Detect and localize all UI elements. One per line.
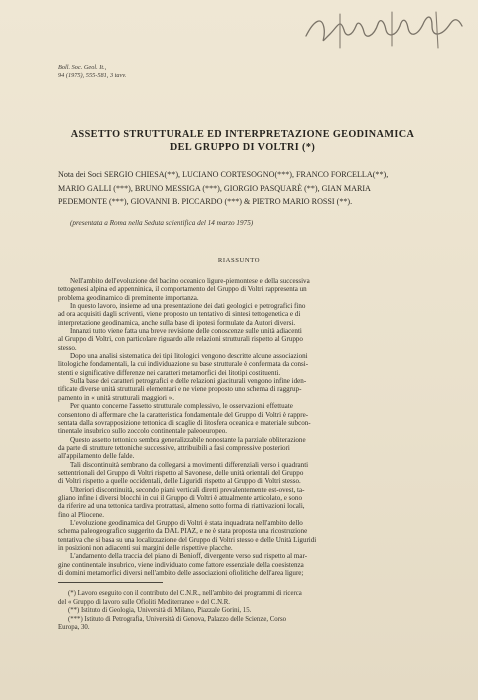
- citation-journal: Boll. Soc. Geol. It.,: [58, 64, 107, 71]
- abstract-line: all'appilamento delle falde.: [58, 452, 135, 461]
- abstract-line: tentativa che si basa su una localizzazione del Gruppo di Voltri stesso e delle Unità Liguridi: [58, 535, 317, 544]
- abstract-line: fino al Pliocene.: [58, 510, 104, 519]
- abstract-line: tettogenesi alpina ed appenninica, il comportamento del Gruppo di Voltri rappresenta un: [58, 285, 307, 294]
- abstract-line: al Gruppo di Voltri, con particolare riguardo alle relazioni strutturali rispetto al Gruppo: [58, 335, 303, 344]
- footnote-3: (***) Istituto di Petrografia, Università di Genova, Palazzo delle Scienze, Corso: [68, 615, 287, 623]
- abstract-heading: RIASSUNTO: [217, 257, 261, 264]
- footnotes: [58, 590, 450, 633]
- handwritten-signature: [300, 6, 470, 56]
- abstract-line: interpretazione geodinamica, anche sulla base di ipotesi formulate da Autori diversi.: [58, 318, 296, 327]
- abstract-line: pamento in « unità strutturali maggiori ».: [58, 393, 175, 402]
- abstract-line: da parte di strutture tettoniche successive, attribuibili a fasi compressive posteriori: [58, 443, 290, 452]
- authors-line-1: Nota dei Soci SERGIO CHIESA(**), LUCIANO CORTESOGNO(***), FRANCO FORCELLA(**),: [58, 170, 389, 179]
- abstract-line: settentrionali del Gruppo di Voltri rispetto al Savonese, delle unità orientali del Gruppo: [58, 468, 304, 477]
- footnote-1-cont: del « Gruppo di lavoro sulle Ofioliti Mediterranee » del C.N.R.: [58, 598, 230, 606]
- title-line-2: DEL GRUPPO DI VOLTRI (*): [169, 142, 316, 153]
- abstract-line: di domini metamorfici diversi nell'ambito delle associazioni ofiolitiche dell'area ligure;: [58, 569, 304, 578]
- abstract-line: da riferire ad una tettonica tardiva protrattasi, almeno sotto forma di riattivazioni locali,: [58, 502, 305, 511]
- abstract-body: [58, 277, 443, 577]
- paper-title: [50, 128, 435, 154]
- journal-citation: [58, 64, 126, 80]
- abstract-line: Per quanto concerne l'assetto strutturale complessivo, le osservazioni effettuate: [70, 402, 293, 411]
- abstract-line: L'evoluzione geodinamica del Gruppo di Voltri è stata inquadrata nell'ambito dello: [70, 518, 303, 527]
- footnote-2: (**) Istituto di Geologia, Università di Milano, Piazzale Gorini, 15.: [68, 607, 252, 615]
- title-line-1: ASSETTO STRUTTURALE ED INTERPRETAZIONE GEODINAMICA: [70, 129, 415, 140]
- abstract-line: L'andamento della traccia del piano di Benioff, divergente verso sud rispetto al mar-: [70, 552, 308, 561]
- abstract-line: Sulla base dei caratteri petrografici e delle relazioni giaciturali vengono infine iden-: [70, 377, 307, 386]
- abstract-line: litologiche fondamentali, la cui individuazione su base strutturale è confermata da consi-: [58, 360, 309, 369]
- presentation-note: (presentata a Roma nella Seduta scientifica del 14 marzo 1975): [70, 219, 254, 227]
- abstract-line: schema paleogeografico suggerito da DAL PIAZ, e ne è stata proposta una ricostruzione: [58, 527, 308, 536]
- abstract-line: consentono di affermare che la caratteristica fondamentale del Gruppo di Voltri è rappre-: [58, 410, 309, 419]
- author-list: [58, 168, 450, 209]
- abstract-line: Tali discontinuità sembrano da collegarsi a movimenti differenziali verso i quadranti: [70, 460, 309, 469]
- abstract-line: sentata dalla sovrapposizione tettonica di scaglie di litosfera oceanica e materiale subcon-: [58, 418, 311, 427]
- abstract-line: stenti e significative differenze nei caratteri metamorfici dei litotipi costituenti.: [58, 368, 281, 377]
- footnote-rule: [58, 582, 163, 583]
- abstract-line: Innanzi tutto viene fatta una breve revisione delle conoscenze sulle unità adiacenti: [70, 327, 302, 336]
- authors-line-3: PEDEMONTE (***), GIOVANNI B. PICCARDO (***) & PIETRO MARIO ROSSI (**).: [58, 197, 353, 207]
- abstract-line: Nell'ambito dell'evoluzione del bacino oceanico ligure-piemontese e della successiva: [70, 277, 310, 285]
- abstract-line: In questo lavoro, insieme ad una presentazione dei dati geologici e petrografici fino: [70, 302, 306, 311]
- footnote-1: (*) Lavoro eseguito con il contributo del C.N.R., nell'ambito dei programmi di ricerca: [68, 590, 302, 597]
- abstract-line: tinentale insubrico sullo zoccolo continentale paleoeuropeo.: [58, 427, 228, 436]
- abstract-line: stesso.: [58, 343, 77, 352]
- citation-volume: 94 (1975), 555-581, 3 tavv.: [58, 72, 127, 80]
- abstract-line: gine continentale insubrico, viene individuato come fattore essenziale della coesistenza: [58, 560, 304, 569]
- abstract-line: in posizioni non adiacenti sui margini delle rispettive placche.: [58, 544, 233, 552]
- footnote-3-cont: Europa, 30.: [58, 624, 90, 632]
- abstract-line: Ulteriori discontinuità, secondo piani verticali diretti prevalentemente est-ovest, ta-: [70, 485, 305, 494]
- authors-line-2: MARIO GALLI (***), BRUNO MESSIGA (***), GIORGIO PASQUARÈ (**), GIAN MARIA: [58, 183, 371, 193]
- abstract-line: Dopo una analisi sistematica dei tipi litologici vengono descritte alcune associazioni: [70, 352, 308, 361]
- abstract-line: ad ora acquisiti dagli scriventi, viene proposto un tentativo di sintesi tettogenetica e di: [58, 310, 301, 319]
- abstract-line: problema geodinamico di preminente importanza.: [58, 293, 199, 302]
- abstract-line: tificate diverse unità strutturali elementari e ne viene proposto uno schema di raggrup-: [58, 385, 302, 394]
- abstract-line: di Voltri rispetto a quelle occidentali, delle Liguridi rispetto al Gruppo di Voltri stesso.: [58, 477, 301, 486]
- abstract-line: Questo assetto tettonico sembra generalizzabile nonostante la parziale obliterazione: [70, 435, 306, 444]
- abstract-line: gliano infine i diversi blocchi in cui il Gruppo di Voltri è attualmente articolato, e sono: [58, 493, 302, 502]
